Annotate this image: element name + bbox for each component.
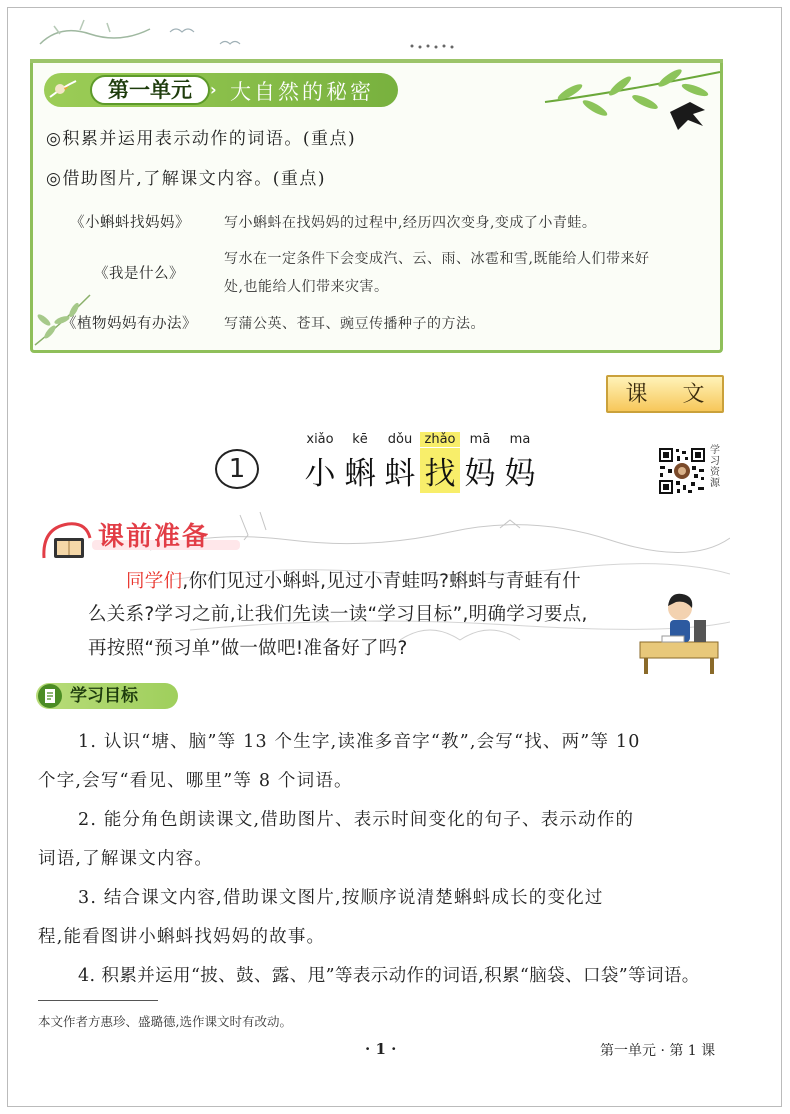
goal-item-2-line-1: 2. 能分角色朗读课文,借助图片、表示时间变化的句子、表示动作的 (78, 810, 635, 830)
chevron-right-icon: › (210, 80, 217, 99)
leaf-branch-decor (540, 62, 730, 142)
pinyin-0: xiǎo (306, 432, 334, 447)
prep-text-line-2: 么关系?学习之前,让我们先读一读“学习目标”,明确学习要点, (88, 604, 588, 625)
unit-goal-2: ◎借助图片,了解课文内容。(重点) (46, 169, 327, 189)
unit-lesson-title-3: 《植物妈妈有办法》 (62, 316, 197, 332)
page-number: · 1 · (365, 1040, 397, 1058)
unit-goal-1: ◎积累并运用表示动作的词语。(重点) (46, 129, 357, 149)
open-book-icon (38, 518, 94, 566)
unit-lesson-desc-1: 写小蝌蚪在找妈妈的过程中,经历四次变身,变成了小青蛙。 (224, 215, 597, 231)
pinyin-5: ma (509, 432, 531, 447)
goal-item-3-line-2: 程,能看图讲小蝌蚪找妈妈的故事。 (38, 927, 326, 947)
title-char-0: 小 (304, 456, 336, 492)
pinyin-4: mā (469, 432, 491, 447)
decor-birds-top (20, 14, 500, 64)
prep-title: 课前准备 (98, 522, 211, 552)
title-char-1: 蝌 (344, 456, 376, 492)
student-reading-illustration (636, 590, 722, 676)
goal-item-4-line-1: 4. 积累并运用“披、鼓、露、甩”等表示动作的词语,积累“脑袋、口袋”等词语。 (78, 966, 700, 986)
footnote-rule (38, 1000, 158, 1001)
goal-item-2 (38, 806, 728, 870)
goal-item-4 (38, 962, 728, 987)
document-icon (38, 684, 62, 708)
title-char-2: 蚪 (384, 456, 416, 492)
prep-line-1: ,你们见过小蝌蚪,见过小青蛙吗?蝌蚪与青蛙有什 (182, 571, 581, 592)
qr-label: 学习资源 (710, 445, 720, 489)
title-char-4: 妈 (464, 456, 496, 492)
goal-item-1-line-2: 个字,会写“看见、哪里”等 8 个词语。 (38, 771, 353, 791)
prep-text-line-3: 再按照“预习单”做一做吧!准备好了吗? (88, 638, 408, 659)
unit-lesson-title-1: 《小蝌蚪找妈妈》 (70, 215, 190, 231)
unit-theme: 大自然的秘密 (230, 80, 374, 104)
lesson-title (300, 432, 550, 494)
unit-label: 第一单元 (90, 75, 210, 105)
prep-lead: 同学们 (126, 571, 183, 592)
goals-title: 学习目标 (70, 686, 138, 706)
title-char-3: 找 (420, 448, 460, 493)
pinyin-2: dǒu (387, 432, 413, 447)
qr-code-icon[interactable] (658, 447, 706, 495)
bird-branch-icon (48, 77, 78, 103)
pinyin-1: kē (352, 432, 368, 447)
title-char-5: 妈 (504, 456, 536, 492)
unit-lesson-desc-2b: 处,也能给人们带来灾害。 (224, 279, 389, 295)
goal-item-1 (38, 728, 728, 792)
goal-item-1-line-1: 1. 认识“塘、脑”等 13 个生字,读准多音字“教”,会写“找、两”等 10 (78, 732, 641, 752)
footnote: 本文作者方惠珍、盛璐德,选作课文时有改动。 (38, 1014, 292, 1029)
pinyin-3: zhǎo (420, 432, 460, 447)
unit-lesson-desc-3: 写蒲公英、苍耳、豌豆传播种子的方法。 (224, 316, 485, 332)
unit-lesson-desc-2a: 写水在一定条件下会变成汽、云、雨、冰雹和雪,既能给人们带来好 (224, 251, 650, 267)
unit-lesson-title-2: 《我是什么》 (94, 266, 184, 282)
goal-item-2-line-2: 词语,了解课文内容。 (38, 849, 214, 869)
goal-item-3 (38, 884, 728, 948)
section-label-kewen: 课 文 (606, 375, 724, 413)
goal-item-3-line-1: 3. 结合课文内容,借助课文图片,按顺序说清楚蝌蚪成长的变化过 (78, 888, 604, 908)
lesson-number: 1 (215, 449, 259, 489)
prep-text-line-1 (126, 567, 581, 593)
page-tag: 第一单元 · 第 1 课 (600, 1043, 716, 1059)
